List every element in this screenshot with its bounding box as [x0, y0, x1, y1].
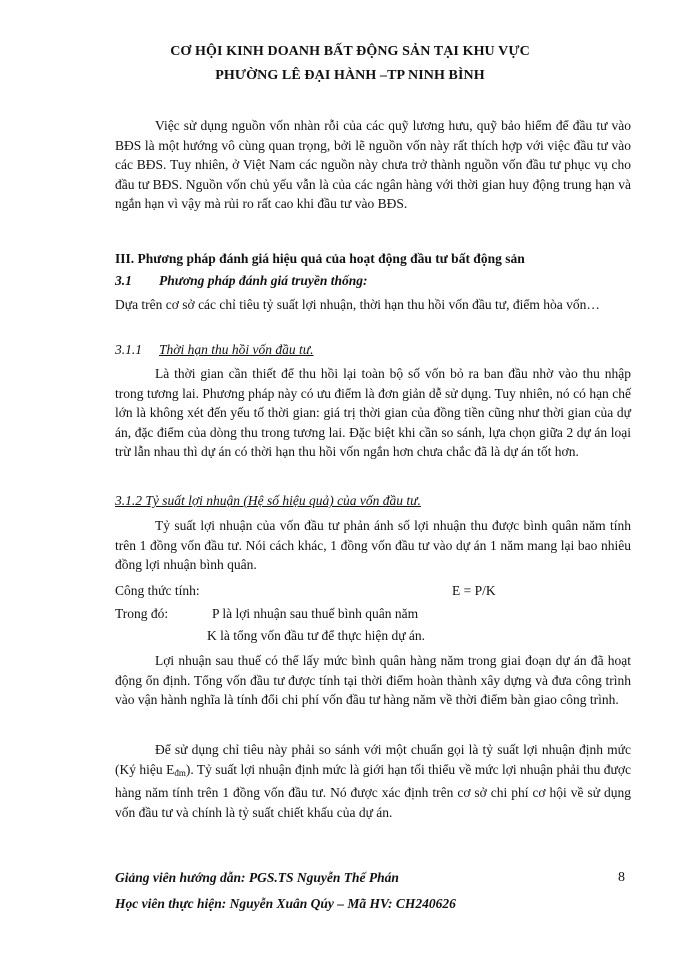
section-3-1-2-paragraph: Tỷ suất lợi nhuận của vốn đầu tư phản ánh số lợi nhuận thu được bình quân năm tính trên 1 đồng vốn đầu tư. Nói cách khác, 1 đồng vốn đầu tư vào dự án 1 năm mang lại bao nhiêu đồng lợi nhuận bình quân.: [115, 518, 631, 572]
where-label: Trong đó:: [115, 606, 169, 621]
section-3-1-1-title: Thời hạn thu hồi vốn đầu tư.: [159, 342, 314, 357]
document-title-line-1: CƠ HỘI KINH DOANH BẤT ĐỘNG SẢN TẠI KHU VỰC: [170, 44, 530, 59]
where-p-definition: P là lợi nhuận sau thuế bình quân năm: [212, 606, 419, 621]
formula-label: Công thức tính:: [115, 583, 200, 598]
where-k-definition: K là tổng vốn đầu tư để thực hiện dự án.: [207, 628, 426, 643]
intro-paragraph: Việc sử dụng nguồn vốn nhàn rỗi của các quỹ lương hưu, quỹ bảo hiểm để đầu tư vào BĐS là một hướng vô cùng quan trọng, bởi lẽ nguồn vốn này rất thích hợp với việc đầu tư vào các BĐS. Tuy nhiên, ở Việt Nam các nguồn này chưa trở thành nguồn vốn đầu tư phục vụ cho đầu tư BĐS. Nguồn vốn chủ yếu vẫn là của các ngân hàng với thời gian huy động trung hạn và ngắn hạn vì vậy mà rủi ro rất cao khi đầu tư vào BĐS.: [115, 118, 631, 211]
section-3-1-1-paragraph: Là thời gian cần thiết để thu hồi lại toàn bộ số vốn bỏ ra ban đầu nhờ vào thu nhập trong tương lai. Phương pháp này có ưu điểm là đơn giản dễ sử dụng. Tuy nhiên, nó có hạn chế lớn là không xét đến yếu tố thời gian: giá trị thời gian của đồng tiền cũng như thời gian của dự án, đặc điểm của dòng thu trong tương lai. Đặc biệt khi cần so sánh, lựa chọn giữa 2 dự án loại trừ lẫn nhau thì dự án có thời hạn thu hồi vốn ngắn hơn chưa chắc đã là dự án tốt hơn.: [115, 366, 631, 459]
section-3-1-2-heading: 3.1.2 Tỷ suất lợi nhuận (Hệ số hiệu quả) của vốn đầu tư.: [115, 493, 421, 508]
benchmark-paragraph: [115, 740, 631, 822]
profit-paragraph: Lợi nhuận sau thuế có thể lấy mức bình quân hàng năm trong giai đoạn dự án đã hoạt động ổn định. Tổng vốn đầu tư được tính tại thời điểm hoàn thành xây dựng và đưa công trình vào vận hành nghĩa là tính đổi chi phí vốn đầu tư hàng năm về thời điểm bàn giao công trình.: [115, 653, 631, 707]
benchmark-text-part-2: ). Tỷ suất lợi nhuận định mức là giới hạn tối thiểu về mức lợi nhuận phải thu được hàng năm tính trên 1 đồng vốn đầu tư. Nó được xác định trên cơ sở chi phí cơ hội về sử dụng vốn đầu tư và chính là tỷ suất chiết khấu của dự án.: [115, 761, 631, 820]
section-3-1-1-heading: [115, 342, 313, 358]
footer-supervisor: Giảng viên hướng dẫn: PGS.TS Nguyễn Thế Phán: [115, 870, 399, 885]
section-3-1-title: Phương pháp đánh giá truyền thống:: [159, 273, 368, 288]
footer-student: Học viên thực hiện: Nguyễn Xuân Qúy – Mã HV: CH240626: [115, 896, 456, 911]
document-title-line-2: PHƯỜNG LÊ ĐẠI HÀNH –TP NINH BÌNH: [215, 68, 485, 83]
formula: E = P/K: [452, 583, 496, 598]
section-3-1-paragraph: Dựa trên cơ sở các chỉ tiêu tỷ suất lợi nhuận, thời hạn thu hồi vốn đầu tư, điểm hòa vốn…: [115, 297, 600, 312]
section-3-heading: III. Phương pháp đánh giá hiệu quả của hoạt động đầu tư bất động sản: [115, 251, 525, 266]
section-3-1-number: 3.1: [115, 273, 132, 288]
page-number: 8: [618, 870, 625, 885]
section-3-1-heading: [115, 273, 368, 289]
benchmark-subscript: đm: [174, 767, 186, 778]
benchmark-text-part-1: Để sử dụng chỉ tiêu này phải so sánh với một chuẩn gọi là tỷ suất lợi nhuận định mức (Ký hiệu E: [115, 742, 631, 777]
section-3-1-1-number: 3.1.1: [115, 342, 142, 357]
